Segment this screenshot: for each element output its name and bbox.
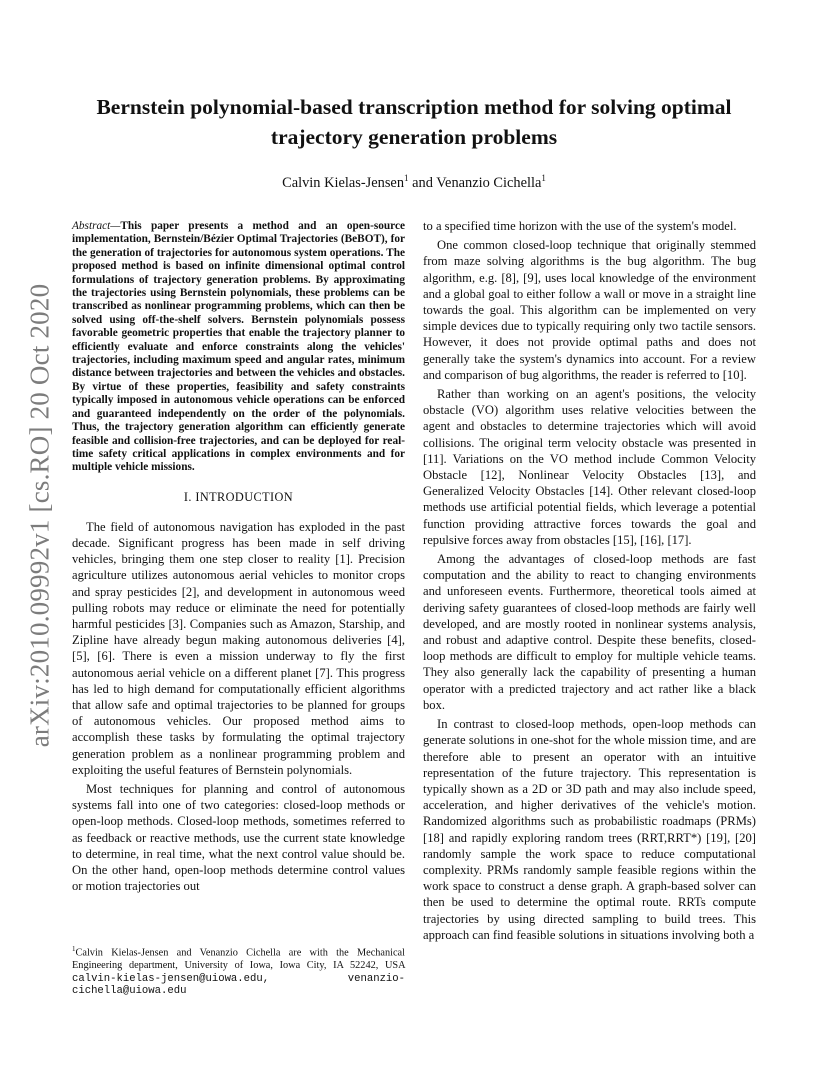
arxiv-sidebar [20, 283, 60, 747]
paragraph-continuation: to a specified time horizon with the use of the system's model. [423, 219, 737, 233]
paragraph: Most techniques for planning and control of autonomous systems fall into one of two categories: closed-loop methods or open-loop methods. Closed-loop methods, sometimes referred to as feedback or reactive methods, use the current state knowledge to determine, in real time, what the next control value should be. On the other hand, open-loop methods determine control values or motion trajectories out [72, 781, 405, 894]
email-link[interactable]: calvin-kielas-jensen@uiowa.edu, [72, 972, 270, 985]
affiliation-mark: 1 [541, 173, 546, 183]
paragraph: Among the advantages of closed-loop methods are fast computation and the ability to react to changing environments and unforeseen events. Furthermore, theoretical tools aimed at deriving safety guarantees of closed-loop methods are fairly well developed, and are mostly rooted in nonlinear systems analysis, and robust and adaptive control. Despite these benefits, closed-loop methods are difficult to employ for multiple vehicle teams. They also generally lack the capability of presenting a human operator with a predicted trajectory and act rather like a black box. [423, 552, 756, 712]
author-name: Calvin Kielas-Jensen [282, 174, 405, 191]
footnote [72, 943, 405, 998]
author-conjunction: and [412, 174, 433, 191]
footnote-text: Calvin Kielas-Jensen and Venanzio Cichella are with the Mechanical Engineering department, University of Iowa, Iowa City, IA 52242, USA [72, 947, 405, 972]
author-line [80, 168, 748, 193]
left-column [72, 218, 405, 894]
author-name: Venanzio Cichella [436, 174, 542, 191]
email-link[interactable]: venanzio-cichella@uiowa.edu [72, 972, 405, 998]
abstract [72, 218, 405, 475]
right-column [423, 218, 756, 943]
section-heading: I. INTRODUCTION [183, 489, 294, 504]
paper-title: Bernstein polynomial-based transcription method for solving optimal trajectory generation problems [96, 95, 732, 149]
paragraph: In contrast to closed-loop methods, open-loop methods can generate solutions in one-shot for the whole mission time, and are therefore able to present an operator with an intuitive representation of the future trajectory. This representation is typically shown as a 2D or 3D path and may also include speed, acceleration, and higher derivatives of the vehicle's motion. Randomized algorithms such as probabilistic roadmaps (PRMs) [18] and rapidly exploring random trees (RRT,RRT*) [19], [20] randomly sample the work space to reduce computational complexity. PRMs randomly sample feasible regions within the work space to construct a dense graph. A graph-based solver can then be used to determine the optimal route. RRTs compute trajectories by using directed sampling to build trees. This approach can find feasible solutions in situations involving both a [423, 717, 756, 942]
arxiv-identifier: arXiv:2010.09992v1 [cs.RO] 20 Oct 2020 [24, 283, 55, 747]
footnote-mark: 1 [72, 945, 76, 953]
paragraph: The field of autonomous navigation has exploded in the past decade. Significant progress has been made in self driving vehicles, bringing them one step closer to reality [1]. Precision agriculture utilizes autonomous aerial vehicles to monitor crops and spray pesticides [2], and development in autonomous weed pulling robots may reduce or eliminate the need for potentially harmful pesticides [3]. Companies such as Amazon, Starship, and Zipline have already begun making autonomous deliveries [4], [5], [6]. There is even a mission underway to fly the first autonomous aerial vehicle on a different planet [7]. This progress has led to high demand for computationally efficient algorithms that allow safe and optimal trajectories to be planned for groups of autonomous vehicles. Our proposed method aims to accomplish these tasks by formulating the optimal trajectory generation problem as a nonlinear programming problem and exploiting the useful features of Bernstein polynomials. [72, 519, 405, 777]
paragraph: Rather than working on an agent's positions, the velocity obstacle (VO) algorithm uses relative velocities between the agent and obstacles to determine trajectories which will avoid collisions. The original term velocity obstacle was presented in [11]. Variations on the VO method include Common Velocity Obstacle [12], Nonlinear Velocity Obstacles [13], and Generalized Velocity Obstacles [14]. Other relevant closed-loop methods use artificial potential fields, which leverage a potential function providing attractive forces towards the goal and repulsive forces away from obstacles [15], [16], [17]. [423, 387, 756, 547]
paragraph: One common closed-loop technique that originally stemmed from maze solving algorithms is the bug algorithm. The bug algorithm, e.g. [8], [9], uses local knowledge of the environment and a global goal to either follow a wall or move in a straight line towards the goal. This algorithm can be implemented on very simple devices due to typically requiring only two tactile sensors. However, it does not provide optimal paths and does not generally take the system's dynamics into account. For a review and comparison of bug algorithms, the reader is referred to [10]. [423, 238, 756, 382]
affiliation-mark: 1 [404, 173, 409, 183]
abstract-label: Abstract— [72, 220, 121, 232]
abstract-text: This paper presents a method and an open-source implementation, Bernstein/Bézier Optimal Trajectories (BeBOT), for the generation of trajectories for autonomous system operations. The proposed method is based on infinite dimensional optimal control formulations of trajectory generation problems. By approximating the trajectories using Bernstein polynomials, these problems can be transcribed as nonlinear programming problems, which can then be solved using off-the-shelf solvers. Bernstein polynomials possess favorable geometric properties that enable the trajectory planner to efficiently evaluate and enforce constraints along the vehicles' trajectories, including maximum speed and angular rates, minimum distance between trajectories and between the vehicles and obstacles. By virtue of these properties, feasibility and safety constraints typically imposed in autonomous vehicle operations can be enforced and guaranteed independently on the order of the polynomials. Thus, the trajectory generation algorithm can efficiently generate feasible and collision-free trajectories, and can be deployed for real-time safety critical applications in complex environments and for multiple vehicle missions. [72, 220, 405, 474]
